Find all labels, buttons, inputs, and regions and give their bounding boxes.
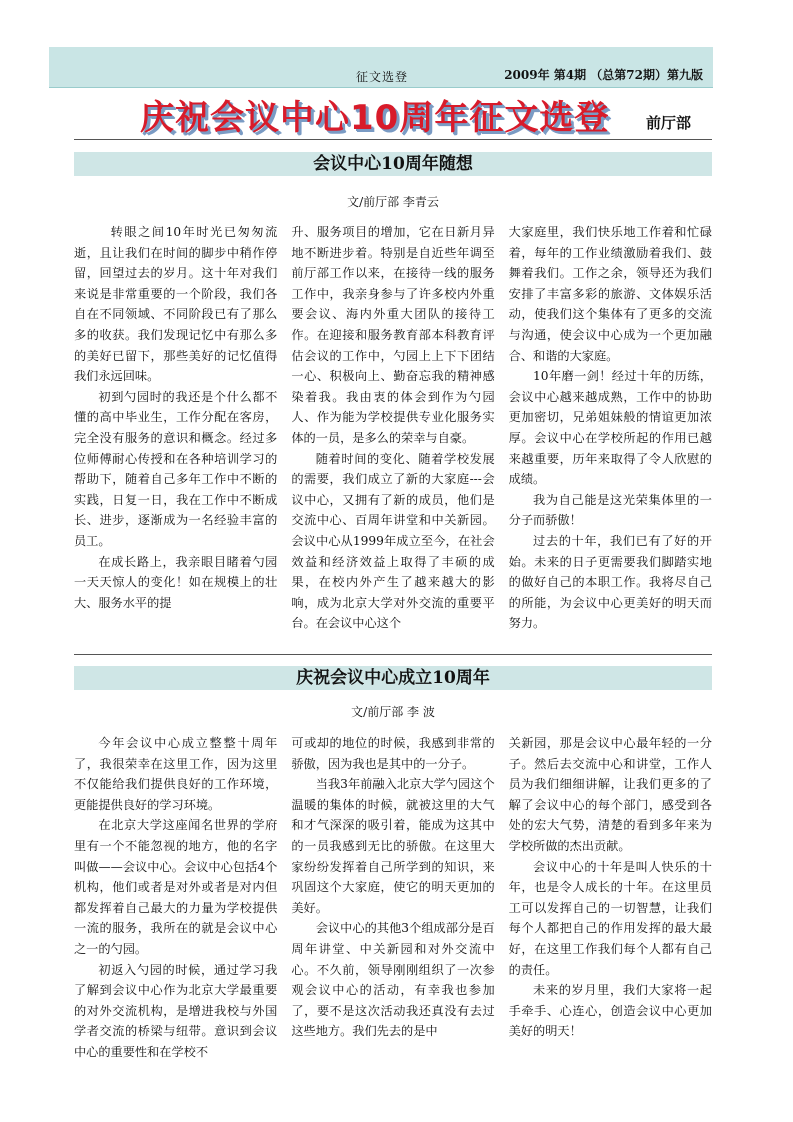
issue-info: 2009年 第4期 （总第72期）第九版	[504, 68, 703, 82]
paragraph: 随着时间的变化、随着学校发展的需要，我们成立了新的大家庭---会议中心，又拥有了新的成员，他们是交流中心、百周年讲堂和中关新园。会议中心从1999年成立至今，在社会效益和经济效益上取得了丰硕的成果，在校内外产生了越来越大的影响，成为北京大学对外交流的重要平台。在会议中心这个	[291, 451, 495, 631]
paragraph: 会议中心的其他3个组成部分是百周年讲堂、中关新园和对外交流中心。不久前，领导刚刚组织了一次参观会议中心的活动，有幸我也参加了，要不是这次活动我还真没有去过这些地方。我们先去的是中	[291, 921, 495, 1039]
article2-column-3	[509, 733, 712, 1063]
article1-column-2	[291, 222, 494, 634]
paragraph: 今年会议中心成立整整十周年了，我很荣幸在这里工作，因为这里不仅能给我们提供良好的工作环境，更能提供良好的学习环境。	[74, 736, 278, 812]
article1-column-1	[74, 222, 277, 634]
article1-column-3	[509, 222, 712, 634]
paragraph: 初返入勺园的时候，通过学习我了解到会议中心作为北京大学最重要的对外交流机构，是增进我校与外国学者交流的桥梁与纽带。意识到会议中心的重要性和在学校不	[74, 962, 278, 1059]
paragraph: 在北京大学这座闻名世界的学府里有一个不能忽视的地方，他的名字叫做——会议中心。会议中心包括4个机构，他们或者是对外或者是对内但都发挥着自己最大的力量为学校提供一流的服务，我所在的就是会议中心之一的勺园。	[74, 818, 278, 956]
department-label: 前厅部	[646, 114, 692, 132]
paragraph: 在成长路上，我亲眼目睹着勺园一天天惊人的变化！如在规模上的壮大、服务水平的提	[74, 554, 278, 610]
section-label: 征文选登	[356, 70, 409, 84]
header-rule	[74, 139, 712, 140]
paragraph: 可或却的地位的时候，我感到非常的骄傲，因为我也是其中的一分子。	[291, 736, 495, 771]
article2-body	[74, 733, 712, 1063]
paragraph: 当我3年前融入北京大学勺园这个温暖的集体的时候，就被这里的大气和才气深深的吸引着，能成为这其中的一员我感到无比的骄傲。在这里大家纷纷发挥着自己所学到的知识，来巩固这个大家庭，使它的明天更加的美好。	[291, 777, 495, 915]
paragraph: 大家庭里，我们快乐地工作着和忙碌着，每年的工作业绩激励着我们、鼓舞着我们。工作之余，领导还为我们安排了丰富多彩的旅游、文体娱乐活动，使我们这个集体有了更多的交流与沟通，使会议中心成为一个更加融合、和谐的大家庭。	[508, 225, 712, 363]
paragraph: 未来的岁月里，我们大家将一起手牵手、心连心，创造会议中心更加美好的明天！	[508, 983, 712, 1039]
paragraph: 过去的十年，我们已有了好的开始。未来的日子更需要我们脚踏实地的做好自己的本职工作。我将尽自己的所能，为会议中心更美好的明天而努力。	[508, 533, 712, 631]
paragraph: 初到勺园时的我还是个什么都不懂的高中毕业生，工作分配在客房，完全没有服务的意识和概念。经过多位师傅耐心传授和在各种培训学习的帮助下，随着自己多年工作中不断的实践，日复一日，我在工作中不断成长、进步，逐渐成为一名经验丰富的员工。	[74, 389, 278, 548]
article2-column-1	[74, 733, 277, 1063]
article1-body	[74, 222, 712, 634]
paragraph: 10年磨一剑！经过十年的历练，会议中心越来越成熟，工作中的协助更加密切，兄弟姐妹般的情谊更加浓厚。会议中心在学校所起的作用已越来越重要，历年来取得了令人欣慰的成绩。	[508, 369, 712, 487]
article2-title: 庆祝会议中心成立10周年	[74, 666, 712, 690]
article2-byline: 文/前厅部 李 波	[351, 705, 435, 719]
section-divider	[74, 654, 712, 655]
main-title: 庆祝会议中心10周年征文选登	[140, 98, 610, 138]
article1-byline: 文/前厅部 李青云	[347, 195, 439, 209]
paragraph: 转眼之间10年时光已匆匆流逝，且让我们在时间的脚步中稍作停留，回望过去的岁月。这十年对我们来说是非常重要的一个阶段，我们各自在不同领域、不同阶段已有了那么多的收获。我们发现记忆中有那么多的美好已留下，那些美好的记忆值得我们永远回味。	[74, 225, 278, 384]
article1-title: 会议中心10周年随想	[74, 152, 712, 176]
paragraph: 升、服务项目的增加，它在日新月异地不断进步着。特别是自近些年调至前厅部工作以来，在接待一线的服务工作中，我亲身参与了许多校内外重要会议、海内外重大团队的接待工作。在迎接和服务教育部本科教育评估会议的工作中，勺园上上下下团结一心、积极向上、勤奋忘我的精神感染着我。我由衷的体会到作为勺园人、作为能为学校提供专业化服务实体的一员，是多么的荣幸与自豪。	[291, 225, 495, 445]
article2-column-2	[291, 733, 494, 1063]
paragraph: 我为自己能是这光荣集体里的一分子而骄傲！	[508, 492, 712, 528]
paragraph: 会议中心的十年是叫人快乐的十年，也是令人成长的十年。在这里员工可以发挥自己的一切智慧，让我们每个人都把自己的作用发挥的最大最好，在这里工作我们每个人都有自己的责任。	[508, 859, 712, 977]
paragraph: 关新园，那是会议中心最年轻的一分子。然后去交流中心和讲堂，工作人员为我们细细讲解，让我们更多的了解了会议中心的每个部门，感受到各处的宏大气势，清楚的看到多年来为学校所做的杰出贡献。	[508, 736, 712, 853]
